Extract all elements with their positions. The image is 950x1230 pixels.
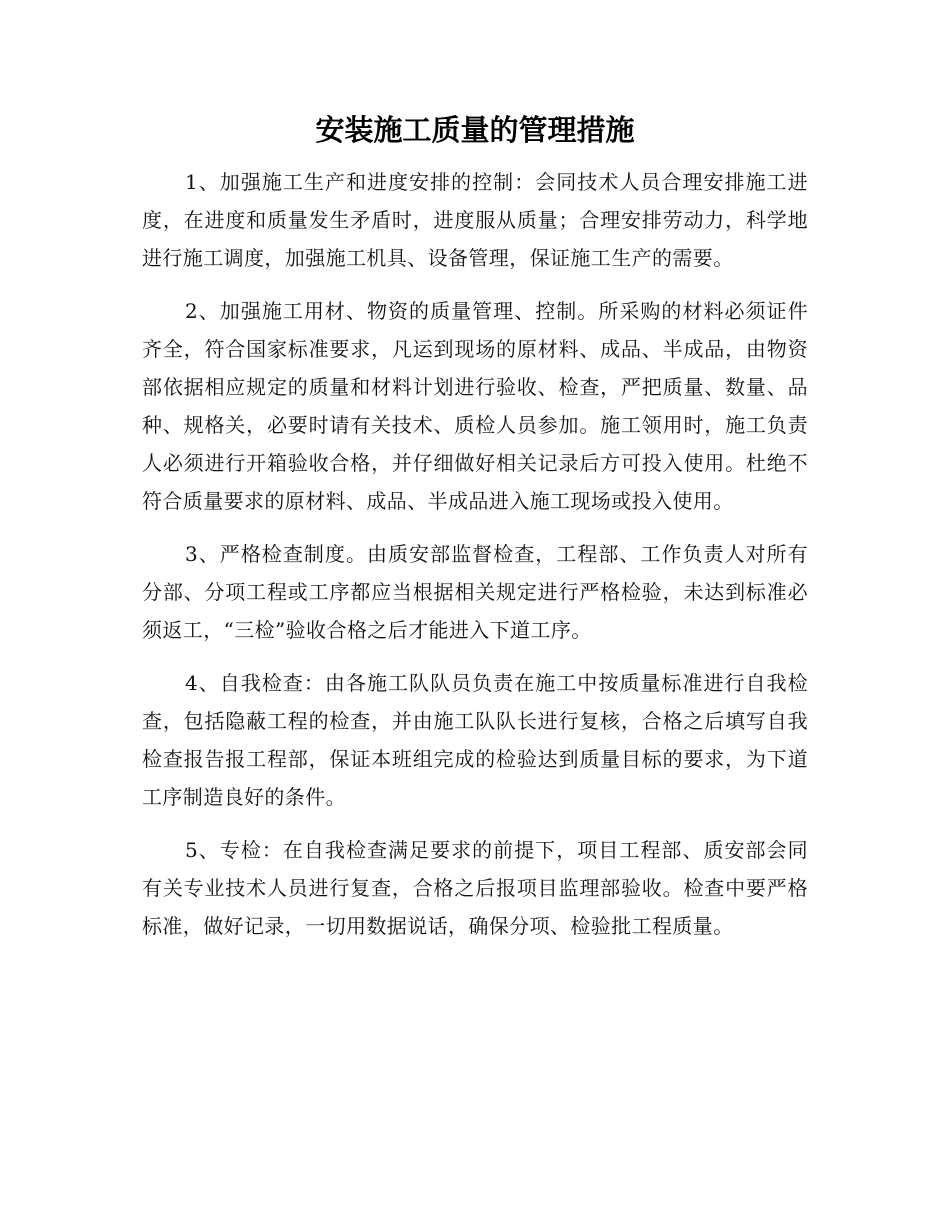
paragraph-material-quality-control: 2、加强施工用材、物资的质量管理、控制。所采购的材料必须证件齐全，符合国家标准要求，凡运到现场的原材料、成品、半成品，由物资部依据相应规定的质量和材料计划进行验收、检查，严把质量、数量、品种、规格关，必要时请有关技术、质检人员参加。施工领用时，施工负责人必须进行开箱验收合格，并仔细做好相关记录后方可投入使用。杜绝不符合质量要求的原材料、成品、半成品进入施工现场或投入使用。 bbox=[142, 299, 808, 513]
paragraph-production-schedule-control: 1、加强施工生产和进度安排的控制：会同技术人员合理安排施工进度，在进度和质量发生矛盾时，进度服从质量；合理安排劳动力，科学地进行施工调度，加强施工机具、设备管理，保证施工生产的需要。 bbox=[142, 170, 808, 270]
paragraph-special-inspection: 5、专检：在自我检查满足要求的前提下，项目工程部、质安部会同有关专业技术人员进行复查，合格之后报项目监理部验收。检查中要严格标准，做好记录，一切用数据说话，确保分项、检验批工程质量。 bbox=[142, 838, 808, 938]
paragraph-self-inspection: 4、自我检查：由各施工队队员负责在施工中按质量标准进行自我检查，包括隐蔽工程的检查，并由施工队队长进行复核，合格之后填写自我检查报告报工程部，保证本班组完成的检验达到质量目标的要求，为下道工序制造良好的条件。 bbox=[142, 671, 808, 809]
document-body bbox=[142, 163, 808, 960]
document-title: 安装施工质量的管理措施 bbox=[315, 113, 635, 147]
paragraph-inspection-system: 3、严格检查制度。由质安部监督检查，工程部、工作负责人对所有分部、分项工程或工序都应当根据相关规定进行严格检验，未达到标准必须返工，“三检”验收合格之后才能进入下道工序。 bbox=[142, 542, 808, 642]
